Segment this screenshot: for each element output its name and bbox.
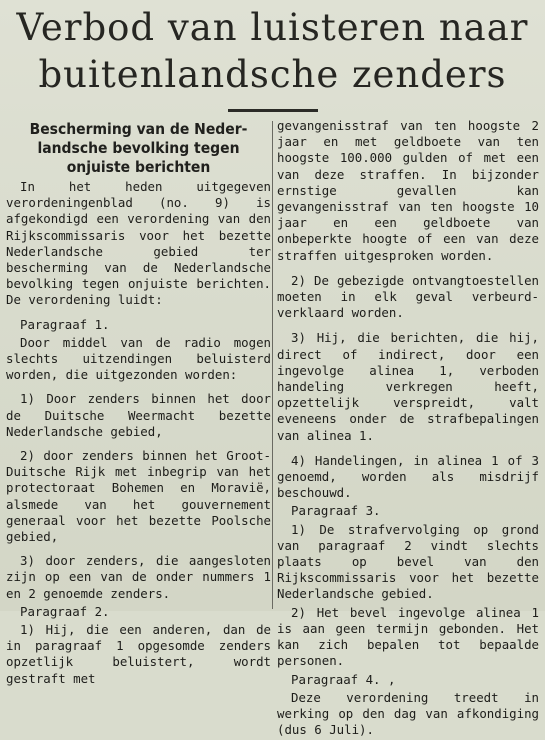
paragraph-4-text: Deze verordening treedt in werking op den dag van afkondiging (dus 6 Juli). (277, 689, 539, 738)
paragraph-1-text: Door middel van de radio mogen slechts uitzendingen beluisterd worden, die uitgezonden worden: (6, 334, 271, 383)
paragraph-1-item-2: 2) door zenders binnen het Groot-Duitsche Rijk met inbegrip van het protectoraat Bohemen en Moravië, alsmede van het gouvernement generaal voor het bezette Poolsche gebied, (6, 448, 271, 545)
paragraph-3-item-1: 1) De strafvervolging op grond van paragraaf 2 vindt slechts plaats op bevel van den Rijkscommissaris voor het bezette Nederlandsche gebied. (277, 521, 539, 602)
subheading-line-2: landsche bevolking tegen (37, 139, 240, 157)
headline-line-2: buitenlandsche zenders (38, 53, 507, 96)
right-column (277, 118, 539, 740)
paragraph-1-item-1: 1) Door zenders binnen het door de Duitsche Weermacht bezette Nederlandsche gebied, (6, 391, 271, 439)
paragraph-3-heading: Paragraaf 3. (291, 503, 381, 519)
intro-paragraph: In het heden uitgegeven verordeningenblad (no. 9) is afgekondigd een verordening van den Rijkscommissaris voor het bezette Nederlandsche gebied ter bescherming van de Nederlandsche bevolking tegen onjuiste berichten. De verordening luidt: (6, 179, 271, 308)
left-column (6, 118, 271, 689)
subheading-line-3: onjuiste berichten (66, 158, 211, 176)
paragraph-2-item-2: 2) De gebezigde ontvangtoestellen moeten in elk geval verbeurd-verklaard worden. (277, 272, 539, 321)
paragraph-4-heading: Paragraaf 4. , (291, 671, 396, 687)
column-divider (272, 121, 273, 609)
continuation-text: gevangenisstraf van ten hoogste 2 jaar en met geldboete van ten hoogste 100.000 gulden of met een van deze straffen. In bijzonder ernstige gevallen kan gevangenisstraf van ten hoogste 10 jaar en een geldboete van onbeperkte hoogte of een van deze straffen uitgesproken worden. (277, 118, 539, 263)
paragraph-2-text: 1) Hij, die een anderen, dan de in paragraaf 1 opgesomde zenders opzetlijk beluistert, wordt gestraft met (6, 622, 271, 686)
paragraph-3-item-2: 2) Het bevel ingevolge alinea 1 is aan geen termijn gebonden. Het kan zich bepalen tot bepaalde personen. (277, 604, 539, 669)
headline-line-1: Verbod van luisteren naar (16, 6, 529, 49)
subheading (6, 120, 271, 177)
paragraph-2-heading: Paragraaf 2. (20, 603, 110, 619)
paragraph-1-item-3: 3) door zenders, die aangesloten zijn op een van de onder nummers 1 en 2 genoemde zenders. (6, 553, 271, 601)
paragraph-2-item-3: 3) Hij, die berichten, die hij, direct of indirect, door een ingevolge alinea 1, verboden handeling verkregen heeft, opzettelijk verspreidt, valt eveneens onder de strafbepalingen van alinea 1. (277, 330, 539, 443)
paragraph-2-item-4: 4) Handelingen, in alinea 1 of 3 genoemd, worden als misdrijf beschouwd. (277, 452, 539, 501)
headline-rule (228, 109, 318, 112)
headline (0, 4, 545, 98)
paragraph-1-heading: Paragraaf 1. (20, 316, 110, 332)
subheading-line-1: Bescherming van de Neder- (29, 120, 248, 138)
